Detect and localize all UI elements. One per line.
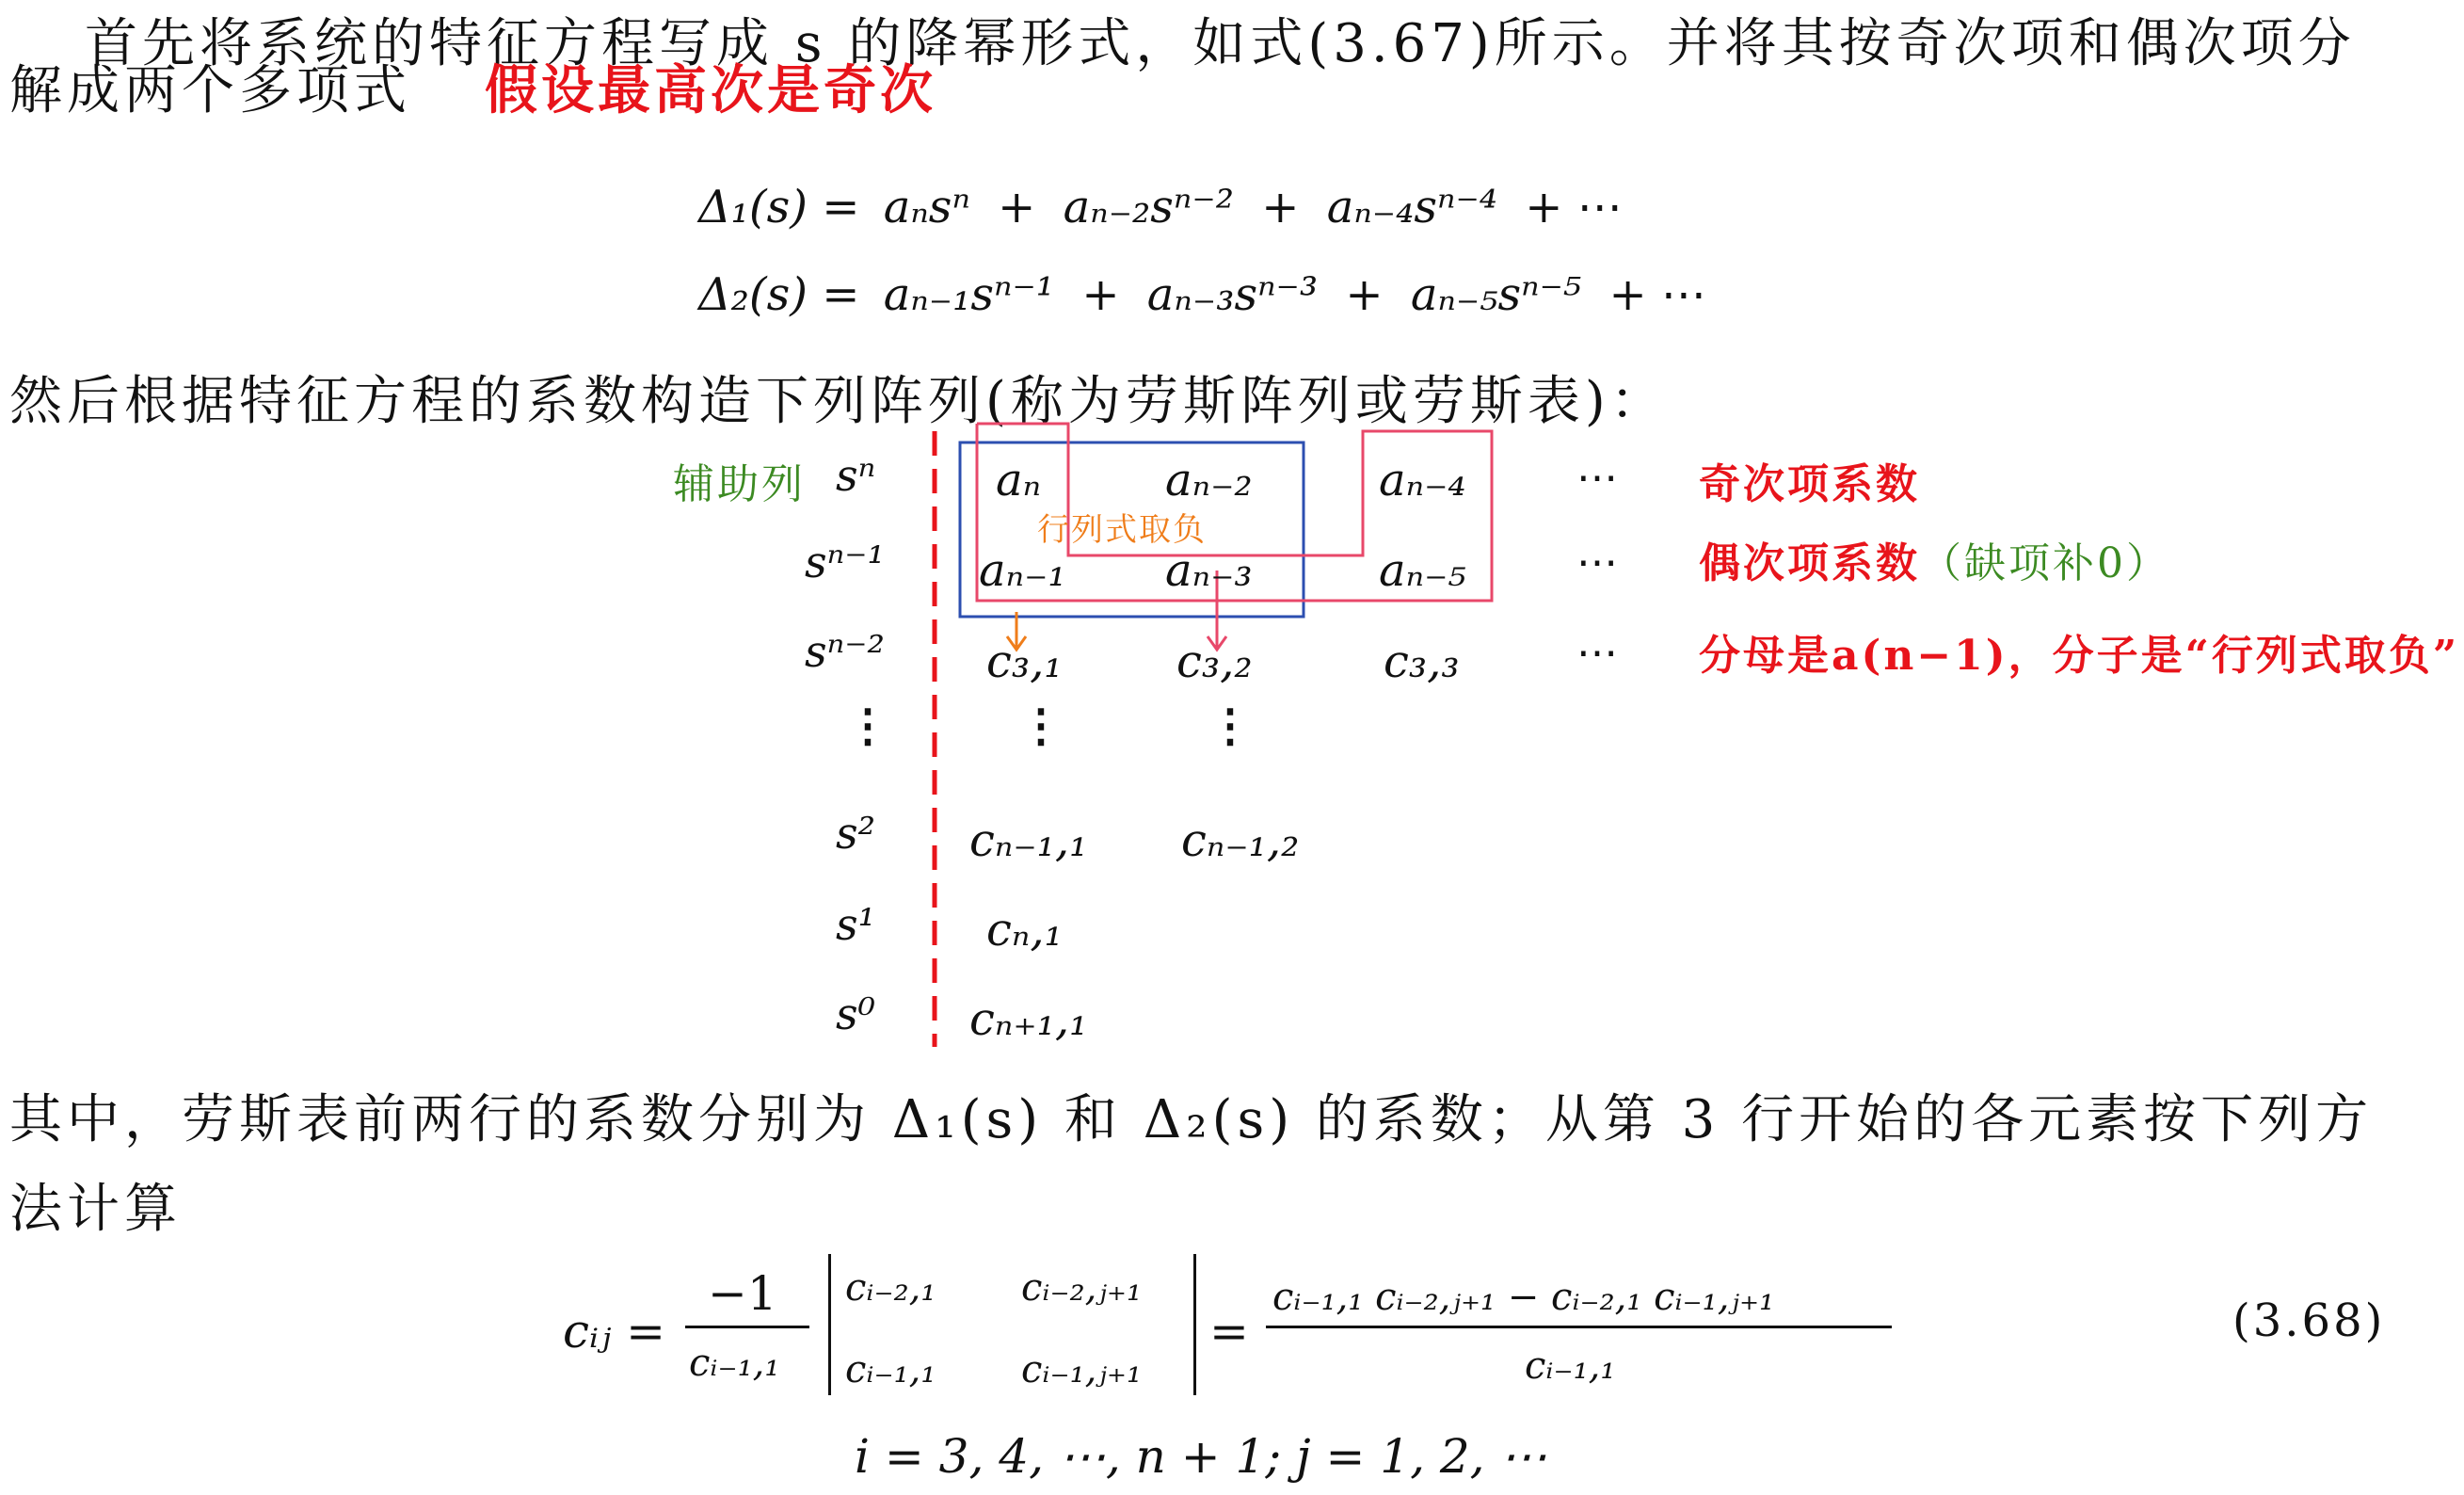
coef-an: aₙ bbox=[996, 454, 1042, 506]
among-line-2: 法计算 bbox=[9, 1179, 182, 1240]
det-a21: cᵢ₋₁,₁ bbox=[845, 1348, 936, 1391]
note-missing-terms: （缺项补0） bbox=[1920, 539, 2170, 587]
formula-rhs-bar bbox=[1266, 1326, 1892, 1328]
note-odd-coefficients: 奇次项系数 bbox=[1699, 460, 1920, 508]
plus-sign: + bbox=[998, 181, 1036, 233]
coef-cn+1-1: cₙ₊₁,₁ bbox=[969, 993, 1088, 1046]
delta2-lhs: Δ₂(s) = bbox=[698, 268, 860, 321]
among-line-1: 其中，劳斯表前两行的系数分别为 Δ₁(s) 和 Δ₂(s) 的系数；从第 3 行开始的各元素按下列方 bbox=[9, 1089, 2374, 1150]
delta2-tail: + ⋯ bbox=[1608, 268, 1706, 321]
row-label-s2: s² bbox=[836, 808, 876, 859]
formula-lhs: cᵢⱼ = bbox=[563, 1304, 666, 1358]
formula-fraction-bar bbox=[685, 1326, 809, 1328]
coef-c33: c₃,₃ bbox=[1384, 635, 1460, 688]
determinant-left-bar bbox=[828, 1254, 831, 1395]
determinant-right-bar bbox=[1193, 1254, 1196, 1395]
det-a22: cᵢ₋₁,ⱼ₊₁ bbox=[1021, 1348, 1143, 1391]
coef-an-4: aₙ₋₄ bbox=[1379, 454, 1466, 506]
coef-c31: c₃,₁ bbox=[986, 635, 1063, 688]
intro-line-1: 首先将系统的特征方程写成 s 的降幂形式，如式(3.67)所示。并将其按奇次项和偶次项分 bbox=[85, 13, 2356, 74]
note-denominator-numerator: 分母是a(n−1)，分子是“行列式取负” bbox=[1699, 632, 2460, 680]
formula-equals: = bbox=[1209, 1304, 1249, 1358]
delta1-term2: aₙ₋₂sⁿ⁻² bbox=[1063, 181, 1234, 233]
det-a11: cᵢ₋₂,₁ bbox=[845, 1266, 936, 1310]
formula-indices: i = 3, 4, ⋯, n + 1; j = 1, 2, ⋯ bbox=[855, 1429, 1547, 1484]
delta1-tail: + ⋯ bbox=[1525, 181, 1623, 233]
formula-rhs-numerator: cᵢ₋₁,₁ cᵢ₋₂,ⱼ₊₁ − cᵢ₋₂,₁ cᵢ₋₁,ⱼ₊₁ bbox=[1272, 1276, 1775, 1319]
note-even-line bbox=[1699, 529, 2170, 589]
coef-an-1: aₙ₋₁ bbox=[979, 544, 1066, 597]
col2-vdots: ⋮ bbox=[1208, 699, 1253, 752]
formula-denominator: cᵢ₋₁,₁ bbox=[689, 1342, 780, 1385]
row-label-sn2: sⁿ⁻² bbox=[805, 626, 885, 677]
row-label-s1: s¹ bbox=[836, 899, 876, 950]
delta2-term3: aₙ₋₅sⁿ⁻⁵ bbox=[1410, 268, 1582, 321]
coef-cn-1-2: cₙ₋₁,₂ bbox=[1181, 814, 1300, 867]
coef-c32: c₃,₂ bbox=[1176, 635, 1253, 688]
row-label-sn: sⁿ bbox=[836, 450, 876, 501]
delta2-term1: aₙ₋₁sⁿ⁻¹ bbox=[883, 268, 1055, 321]
note-determinant-negative: 行列式取负 bbox=[1037, 511, 1207, 549]
aux-column-label: 辅助列 bbox=[673, 460, 806, 508]
plus-sign: + bbox=[1261, 181, 1300, 233]
coef-an-3: aₙ₋₃ bbox=[1165, 544, 1253, 597]
coef-an-5: aₙ₋₅ bbox=[1379, 544, 1466, 597]
formula-numerator: −1 bbox=[708, 1266, 777, 1321]
coef-an-2: aₙ₋₂ bbox=[1165, 454, 1253, 506]
delta1-lhs: Δ₁(s) = bbox=[698, 181, 860, 233]
row1-ellipsis: ⋯ bbox=[1576, 454, 1622, 502]
intro-line-2: 解成两个多项式 bbox=[9, 60, 411, 121]
row3-ellipsis: ⋯ bbox=[1576, 629, 1622, 677]
formula-rhs-denominator: cᵢ₋₁,₁ bbox=[1525, 1344, 1616, 1388]
coef-cn-1-1: cₙ₋₁,₁ bbox=[969, 814, 1088, 867]
equation-number: (3.68) bbox=[2232, 1294, 2386, 1347]
construct-text: 然后根据特征方程的系数构造下列阵列(称为劳斯阵列或劳斯表)： bbox=[9, 371, 1668, 432]
row2-ellipsis: ⋯ bbox=[1576, 539, 1622, 587]
delta2-term2: aₙ₋₃sⁿ⁻³ bbox=[1146, 268, 1319, 321]
plus-sign: + bbox=[1345, 268, 1384, 321]
coef-cn1: cₙ,₁ bbox=[986, 904, 1063, 956]
delta1-term3: aₙ₋₄sⁿ⁻⁴ bbox=[1326, 181, 1498, 233]
row-label-s0: s⁰ bbox=[836, 989, 876, 1039]
note-highest-odd: 假设最高次是奇次 bbox=[485, 59, 936, 121]
plus-sign: + bbox=[1081, 268, 1120, 321]
row-label-vdots: ⋮ bbox=[845, 699, 890, 752]
col1-vdots: ⋮ bbox=[1018, 699, 1064, 752]
delta1-term1: aₙsⁿ bbox=[883, 181, 970, 233]
det-a12: cᵢ₋₂,ⱼ₊₁ bbox=[1021, 1266, 1143, 1310]
row-label-sn1: sⁿ⁻¹ bbox=[805, 537, 885, 587]
note-even-coefficients: 偶次项系数 bbox=[1699, 539, 1920, 587]
